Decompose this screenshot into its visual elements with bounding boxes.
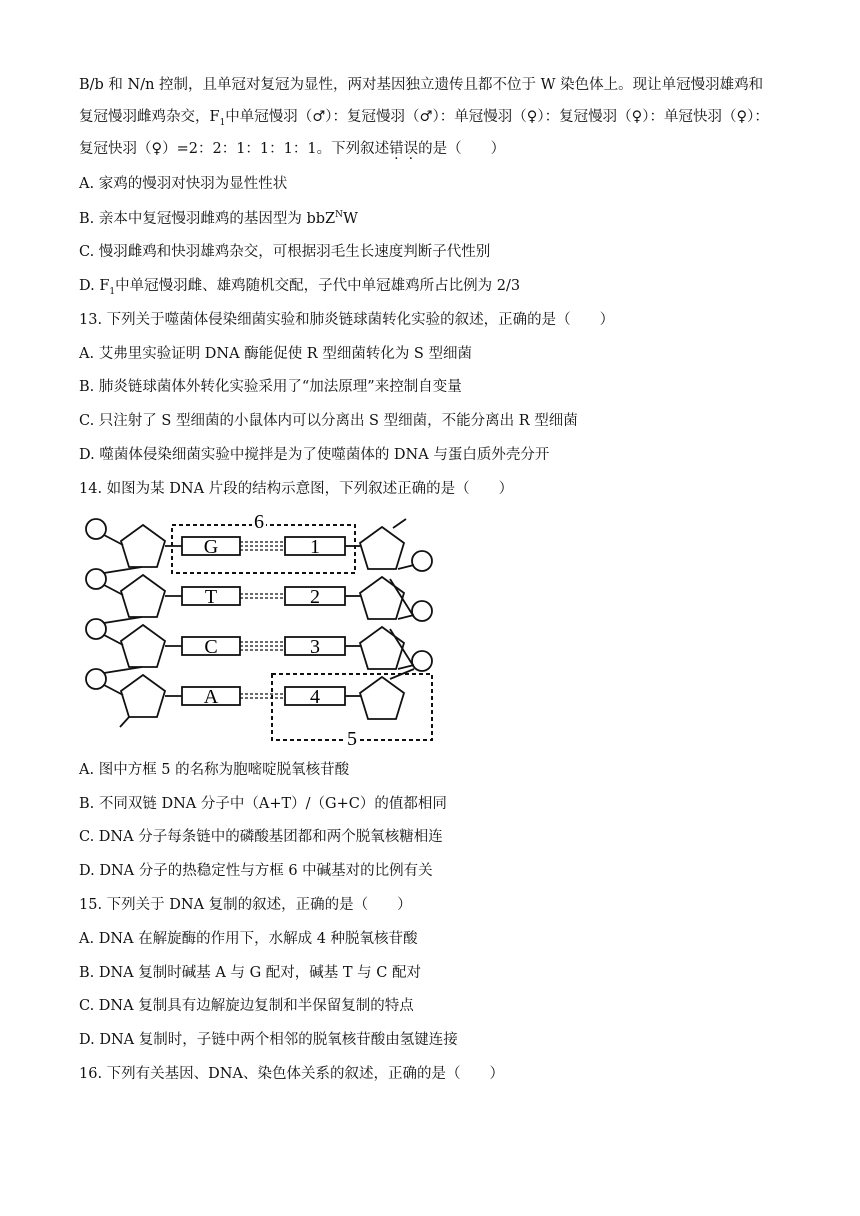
q14-option-b: B. 不同双链 DNA 分子中（A+T）/（G+C）的值都相同 [79, 796, 447, 812]
box-label-6: 6 [254, 513, 264, 533]
q12-option-d: D. $F_1$中单冠慢羽雌、雄鸡随机交配，子代中单冠雄鸡所占比例为 2/3 [79, 278, 521, 297]
box-label-5: 5 [347, 728, 357, 745]
q14-option-d: D. DNA 分子的热稳定性与方框 6 中碱基对的比例有关 [79, 863, 433, 879]
emphasis-char: 错 [389, 141, 404, 157]
q12-stem-line-1: B/b 和 N/n 控制，且单冠对复冠为显性，两对基因独立遗传且都不位于 W 染色体上。现让单冠慢羽雄鸡和 [79, 77, 764, 93]
phosphate-circle [412, 601, 432, 621]
deoxyribose-pentagon [121, 575, 165, 617]
q13-option-a: A. 艾弗里实验证明 DNA 酶能促使 R 型细菌转化为 S 型细菌 [79, 346, 472, 362]
phosphate-circle [412, 551, 432, 571]
base-letter-a: A [203, 686, 219, 708]
dna-structure-figure [80, 513, 440, 745]
phosphate-circle [86, 669, 106, 689]
base-number-2: 2 [310, 586, 320, 608]
deoxyribose-pentagon [121, 525, 165, 567]
base-number-4: 4 [310, 686, 320, 708]
q14-stem: 14. 如图为某 DNA 片段的结构示意图，下列叙述正确的是（ ） [79, 481, 514, 497]
q12-stem-line-2: 复冠慢羽雌鸡杂交，$F_1$中单冠慢羽（♂）：复冠慢羽（♂）：单冠慢羽（♀）：复冠慢羽（♀）：单冠快羽（♀）： [79, 109, 769, 128]
phosphate-circle [86, 619, 106, 639]
q16-stem: 16. 下列有关基因、DNA、染色体关系的叙述，正确的是（ ） [79, 1066, 504, 1082]
deoxyribose-pentagon [121, 675, 165, 717]
phosphate-circle [86, 519, 106, 539]
q13-option-d: D. 噬菌体侵染细菌实验中搅拌是为了使噬菌体的 DNA 与蛋白质外壳分开 [79, 447, 550, 463]
base-number-1: 1 [310, 536, 320, 558]
deoxyribose-pentagon [360, 627, 404, 669]
q15-stem: 15. 下列关于 DNA 复制的叙述，正确的是（ ） [79, 897, 412, 913]
base-letter-c: C [204, 636, 218, 658]
base-letter-t: T [204, 586, 218, 608]
q13-option-b: B. 肺炎链球菌体外转化实验采用了“加法原理”来控制自变量 [79, 379, 462, 395]
q15-option-d: D. DNA 复制时，子链中两个相邻的脱氧核苷酸由氢键连接 [79, 1032, 458, 1048]
deoxyribose-pentagon [360, 527, 404, 569]
base-letter-g: G [203, 536, 219, 558]
q14-option-a: A. 图中方框 5 的名称为胞嘧啶脱氧核苷酸 [79, 762, 350, 778]
phosphate-circle [412, 651, 432, 671]
base-number-3: 3 [310, 636, 320, 658]
q14-option-c: C. DNA 分子每条链中的磷酸基团都和两个脱氧核糖相连 [79, 829, 443, 845]
q13-stem: 13. 下列关于噬菌体侵染细菌实验和肺炎链球菌转化实验的叙述，正确的是（ ） [79, 312, 615, 328]
emphasis-char: 误 [403, 141, 419, 157]
q15-option-a: A. DNA 在解旋酶的作用下，水解成 4 种脱氧核苷酸 [79, 931, 418, 947]
q15-option-c: C. DNA 复制具有边解旋边复制和半保留复制的特点 [79, 998, 414, 1014]
deoxyribose-pentagon [360, 677, 404, 719]
q12-stem-line-3: 复冠快羽（♀）=2：2：1：1：1：1。下列叙述错误的是（ ） [79, 141, 506, 157]
phosphate-circle [86, 569, 106, 589]
q12-option-a: A. 家鸡的慢羽对快羽为显性性状 [79, 176, 288, 192]
q15-option-b: B. DNA 复制时碱基 A 与 G 配对，碱基 T 与 C 配对 [79, 965, 421, 981]
q12-option-b: B. 亲本中复冠慢羽雌鸡的基因型为 bbZ$^N$W [79, 210, 358, 227]
deoxyribose-pentagon [360, 577, 404, 619]
q12-option-c: C. 慢羽雌鸡和快羽雄鸡杂交，可根据羽毛生长速度判断子代性别 [79, 244, 491, 260]
deoxyribose-pentagon [121, 625, 165, 667]
q13-option-c: C. 只注射了 S 型细菌的小鼠体内可以分离出 S 型细菌，不能分离出 R 型细菌 [79, 413, 578, 429]
